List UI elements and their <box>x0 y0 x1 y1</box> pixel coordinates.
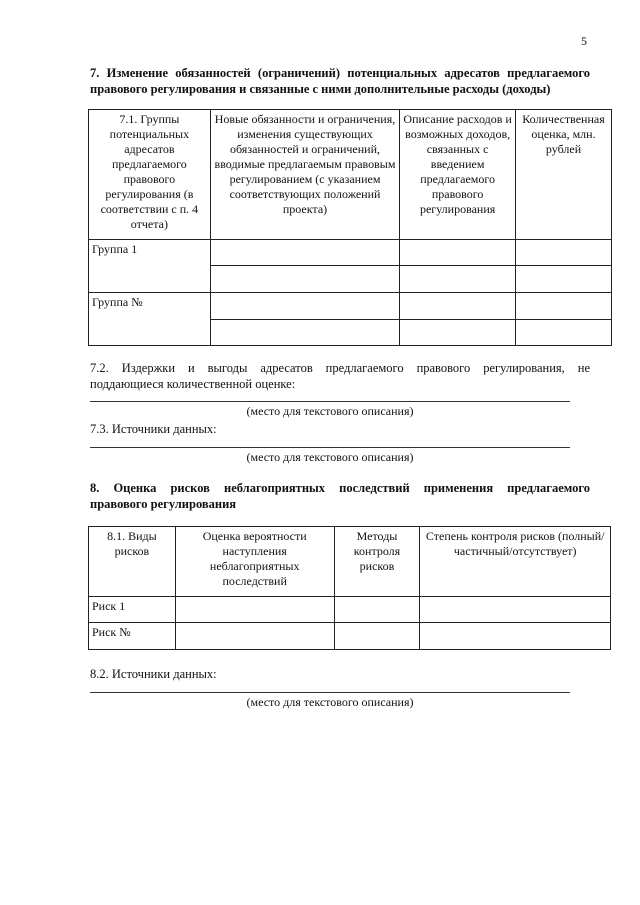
placeholder-caption: (место для текстового описания) <box>246 450 414 464</box>
column-header-control-degree: Степень контроля рисков (полный/частичный/отсутствует) <box>420 527 611 597</box>
section-7-title-line1: 7. Изменение обязанностей (ограничений) потенциальных адресатов предлагаемого <box>90 66 590 80</box>
table-header-row <box>89 527 611 597</box>
column-header-expenses: Описание расходов и возможных доходов, связанных с введением предлагаемого правового регулирования <box>400 110 516 240</box>
section-8-title-line1: 8. Оценка рисков неблагоприятных последствий применения предлагаемого <box>90 481 590 495</box>
table-cell[interactable] <box>400 293 516 320</box>
table-cell[interactable] <box>400 266 516 293</box>
section-7-title <box>90 65 590 97</box>
row-label-group-1: Группа 1 <box>89 240 211 293</box>
table-cell[interactable] <box>334 597 420 623</box>
table-cell[interactable] <box>210 240 399 266</box>
table-row <box>89 293 612 320</box>
column-header-risk-types: 8.1. Виды рисков <box>89 527 176 597</box>
table-header-row <box>89 110 612 240</box>
column-header-quantitative: Количественная оценка, млн. рублей <box>516 110 612 240</box>
item-7-2 <box>90 360 590 392</box>
obligations-table <box>88 109 612 346</box>
table-cell[interactable] <box>420 623 611 650</box>
page-number: 5 <box>581 34 587 48</box>
table-cell[interactable] <box>516 240 612 266</box>
column-header-probability: Оценка вероятности наступления неблагоприятных последствий <box>175 527 334 597</box>
table-cell[interactable] <box>210 266 399 293</box>
table-cell[interactable] <box>400 320 516 346</box>
table-cell[interactable] <box>516 266 612 293</box>
item-8-2: 8.2. Источники данных: <box>90 667 217 681</box>
table-cell[interactable] <box>420 597 611 623</box>
row-label-group-n: Группа № <box>89 293 211 346</box>
text-input-line[interactable] <box>90 401 570 402</box>
section-7-title-line2: правового регулирования и связанные с ними дополнительные расходы (доходы) <box>90 82 551 96</box>
table-cell[interactable] <box>400 240 516 266</box>
column-header-control-methods: Методы контроля рисков <box>334 527 420 597</box>
table-cell[interactable] <box>516 320 612 346</box>
text-input-line[interactable] <box>90 447 570 448</box>
item-7-3: 7.3. Источники данных: <box>90 422 217 436</box>
table-row <box>89 623 611 650</box>
table-cell[interactable] <box>175 623 334 650</box>
section-8-title-line2: правового регулирования <box>90 497 237 511</box>
item-7-2-line2: поддающиеся количественной оценке: <box>90 377 296 391</box>
row-label-risk-n: Риск № <box>89 623 176 650</box>
item-7-2-line1: 7.2. Издержки и выгоды адресатов предлагаемого правового регулирования, не <box>90 361 590 375</box>
placeholder-caption: (место для текстового описания) <box>246 404 414 418</box>
text-input-line[interactable] <box>90 692 570 693</box>
placeholder-caption: (место для текстового описания) <box>246 695 414 709</box>
table-cell[interactable] <box>175 597 334 623</box>
section-8-title <box>90 480 590 512</box>
table-row <box>89 240 612 266</box>
column-header-groups: 7.1. Группы потенциальных адресатов предлагаемого правового регулирования (в соответствии с п. 4 отчета) <box>89 110 211 240</box>
column-header-obligations: Новые обязанности и ограничения, изменения существующих обязанностей и ограничений, вводимые предлагаемым правовым регулированием (с указанием соответствующих положений проекта) <box>210 110 399 240</box>
table-cell[interactable] <box>210 320 399 346</box>
risks-table <box>88 526 611 650</box>
table-row <box>89 597 611 623</box>
table-cell[interactable] <box>516 293 612 320</box>
table-cell[interactable] <box>210 293 399 320</box>
row-label-risk-1: Риск 1 <box>89 597 176 623</box>
table-cell[interactable] <box>334 623 420 650</box>
